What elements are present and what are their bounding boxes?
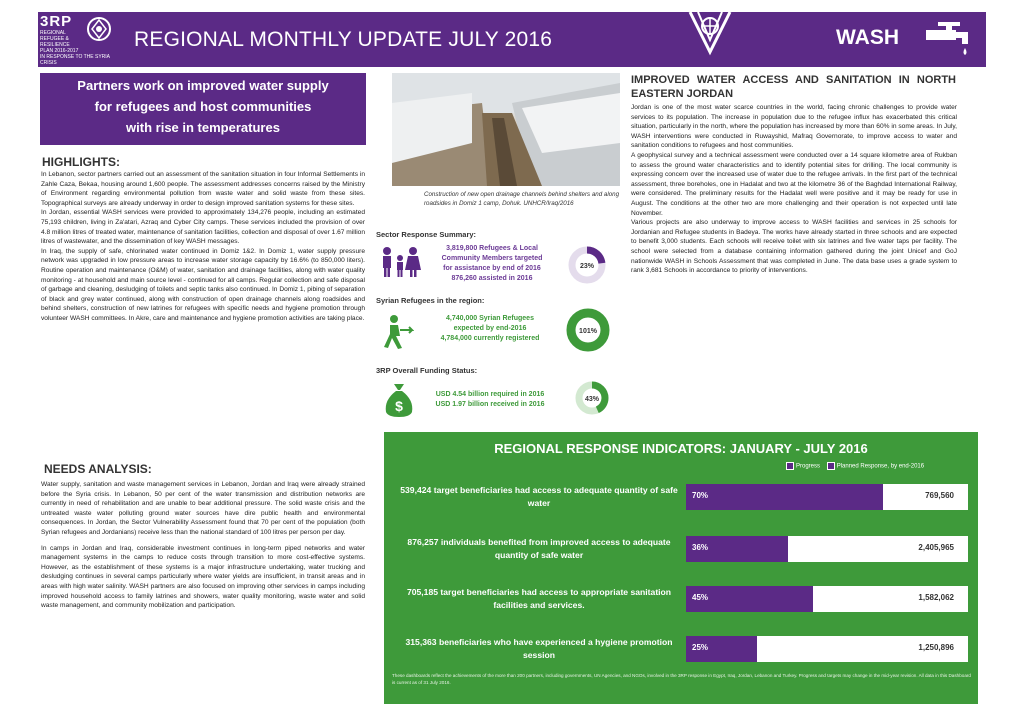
sector-donut-label: 23% — [579, 263, 595, 270]
indicator-label: 876,257 individuals benefited from improved access to adequate quantity of safe water — [407, 537, 671, 560]
indicator-percent: 36% — [692, 543, 709, 552]
indicator-percent: 70% — [692, 491, 709, 500]
article-paragraph: Various projects are also underway to improve access to WASH facilities and services in 25 schools for Jordanian and Refugee students in Badeya. The works have already started in three schools and are expected to benefit 3,000 students. Each schools will receive toilet with six latrines and five water taps per facility. The school were selected from a database containing information gathered during the joint Unicef and GoJ nationwide WASH in Schools Assessment that was completed in June. The data base uses a grade system to rank 3,681 Schools in accordance to priority of interventions. — [631, 219, 957, 275]
indicators-footnote: These dashboards reflect the achievements of the more than 200 partners, including governments, UN Agencies, and NGOs, involved in the 3RP response in Egypt, Iraq, Jordan, Lebanon and Turkey. Progress and targets may change in the mid-year revision. All data in this Dashboard is current as of 31 July 2016. — [392, 673, 971, 685]
indicator-bar — [686, 536, 968, 562]
callout-line: for refugees and host communities — [94, 99, 312, 114]
indicator-bar — [686, 586, 968, 612]
sector-summary-stats — [426, 244, 558, 284]
needs-paragraph: Water supply, sanitation and waste management services in Lebanon, Jordan and Iraq were already strained before the Syria crisis. In Lebanon, 50 per cent of the water transmission and distribution networks are currently in need of rehabilitation and are unable to bear additional pressure. The solid waste crisis and the untreated waste water polluting ground water sources have dire public health and environmental consequences. In Jordan, the Sector Vulnerability Assessment found that 70 per cent of the population (both Syrian refugees and Jordanians) receive less than the national standard of 100 litres per person per day. — [41, 481, 365, 536]
needs-paragraph: In camps in Jordan and Iraq, considerable investment continues in long-term piped networks and water management systems in the camps to reduce costs through transition to more cost-effective systems. However, as the establishment of these systems is a major infrastructure undertaking, water trucking and desludging continues in several camps particularly where water yields are insufficient, in transit areas and in areas with high water salinity. WASH partners are also focused on improving other services in camps including improved household access to family latrines and showers, water quality monitoring, waste water and solid waste management, and community mobilization and participation. — [41, 544, 365, 610]
photo-caption: Construction of new open drainage channels behind shelters and along roadsides in Domiz 1 camp, Dohuk. UNHCR/Iraq/2016 — [424, 191, 620, 207]
stat-line: for assistance by end of 2016 — [443, 265, 541, 272]
syrian-refugees-label: Syrian Refugees in the region: — [376, 296, 485, 305]
funding-status-label: 3RP Overall Funding Status: — [376, 366, 478, 375]
highlights-heading: HIGHLIGHTS: — [42, 155, 120, 169]
indicator-target: 769,560 — [925, 491, 954, 500]
sector-label: WASH — [836, 26, 899, 49]
funding-donut — [574, 380, 610, 416]
refugees-donut — [566, 308, 610, 352]
legend-progress-label: Progress — [796, 463, 821, 470]
indicator-target: 1,582,062 — [918, 593, 954, 602]
geometric-emblem-icon — [676, 12, 744, 62]
indicators-title: REGIONAL RESPONSE INDICATORS: JANUARY - JULY 2016 — [494, 441, 868, 456]
3rp-emblem-icon — [86, 16, 112, 42]
logo-line: REFUGEE & — [40, 36, 69, 42]
indicator-percent: 45% — [692, 593, 709, 602]
funding-stats — [420, 390, 560, 410]
headline-callout — [40, 73, 366, 145]
indicators-legend — [786, 462, 924, 470]
highlights-paragraph: In Lebanon, sector partners carried out an assessment of the sanitation situation in four Informal Settlements in Zahle Caza, Bekaa, housing around 1,600 people. The assessment addresses concerns raised by the Ministry of Environment regarding environmental pollution from waste water and solid waste from these sites. Topographical surveys are already underway in order to design improved sanitation systems for these sites. — [41, 171, 366, 207]
callout-line: with rise in temperatures — [126, 120, 280, 135]
article-paragraph: Jordan is one of the most water scarce countries in the world, facing chronic challenges to provide water services to its population. The increase in population due to the refugee influx has exacerbated this critical situation, particularly in the north, where the population has increased by more than 60% in some areas. In July, WASH interventions were conducted in Ruwayshid, Mafraq Governorate, to improve access to water and sanitation conditions to refugees and host communities. — [631, 104, 957, 150]
stat-line: USD 4.54 billion required in 2016 — [435, 391, 545, 398]
water-tap-icon — [924, 20, 976, 62]
indicator-label: 315,363 beneficiaries who have experienced a hygiene promotion session — [405, 637, 673, 660]
logo-line: REGIONAL — [40, 30, 66, 36]
indicators-panel — [384, 432, 978, 704]
indicator-bar — [686, 484, 968, 510]
logo-text: 3RP — [40, 13, 73, 30]
legend-planned-label: Planned Response, by end-2016 — [836, 463, 925, 470]
article-title: IMPROVED WATER ACCESS AND SANITATION IN NORTH EASTERN JORDAN — [631, 74, 956, 100]
indicator-percent: 25% — [692, 643, 709, 652]
stat-line: 4,740,000 Syrian Refugees — [446, 315, 534, 322]
stat-line: 3,819,800 Refugees & Local — [446, 245, 538, 252]
syrian-refugees-stats — [420, 314, 560, 344]
svg-text:$: $ — [395, 398, 403, 414]
sector-donut — [568, 246, 606, 284]
indicator-bar-fill — [686, 484, 883, 510]
stat-line: Community Members targeted — [441, 255, 543, 262]
funding-donut-label: 43% — [584, 396, 600, 403]
indicator-label: 705,185 target beneficiaries had access to appropriate sanitation facilities and services. — [406, 587, 672, 610]
indicator-bar — [686, 636, 968, 662]
page-title: REGIONAL MONTHLY UPDATE JULY 2016 — [134, 28, 553, 51]
stat-line: expected by end-2016 — [453, 325, 527, 332]
money-bag-icon — [382, 382, 416, 418]
legend-progress-swatch — [786, 462, 794, 470]
logo-line: IN RESPONSE TO THE SYRIA CRISIS — [40, 54, 110, 66]
legend-planned-swatch — [827, 462, 835, 470]
logo-line: RESILIENCE — [40, 42, 70, 48]
family-icon — [378, 246, 422, 278]
photo-scene — [392, 73, 620, 186]
camp-photo — [392, 73, 620, 186]
needs-heading: NEEDS ANALYSIS: — [44, 462, 152, 476]
needs-body — [41, 480, 365, 611]
logo-line: PLAN 2016-2017 — [40, 48, 79, 54]
walking-refugee-icon — [382, 314, 414, 350]
highlights-paragraph: In Jordan, essential WASH services were provided to approximately 134,276 people, including an estimated 75,193 children, living in Za'atari, Azraq and Cyber City camps. These services included the provision of over 4.8 million litres of treated water, maintenance of sanitation facilities, collection and disposal of over 1.67 million litres of wastewater, and the dissemination of key WASH messages. — [41, 209, 365, 246]
indicator-label: 539,424 target beneficiaries had access to adequate quantity of safe water — [400, 485, 678, 508]
stat-line: 876,260 assisted in 2016 — [451, 275, 533, 282]
highlights-paragraph: In Iraq, the supply of safe, chlorinated water continued in Domiz 1&2. In Domiz 1, water supply pressure network was upgraded in low pressure areas to increase water storage capacity by 16.6% (to 850,000 liters). Routine operation and maintenance (O&M) of water, sanitation and drainage facilities, along with water quality monitoring - at household and main source level - continued for all camps. Regular collection and safe disposal of garbage and cleaning, desludging of toilets and septic tanks also continued. In Domiz 1, pibing of separation of black and grey water continued, along with construction of open drainage channels along roadsides and behind shelters, construction of new latrines for refugees with specific needs and hygiene promotion through volunteer WASH committees. In Akre, care and maintenance and hygiene promotion activities are taking place. — [41, 247, 365, 322]
sector-summary-label: Sector Response Summary: — [376, 230, 477, 239]
highlights-body — [41, 170, 365, 324]
callout-line: Partners work on improved water supply — [77, 78, 329, 93]
indicator-target: 1,250,896 — [918, 643, 954, 652]
indicator-target: 2,405,965 — [918, 543, 954, 552]
stat-line: 4,784,000 currently registered — [440, 335, 540, 342]
refugees-donut-label: 101% — [579, 328, 597, 335]
article-body — [631, 103, 957, 276]
3rp-logo — [40, 14, 126, 64]
stat-line: USD 1.97 billion received in 2016 — [435, 401, 545, 408]
article-paragraph: A geophysical survey and a technical assessment were conducted over a 14 square kilometre area of Rukban to assess the ground water characteristics and to identify potential sites for drilling. The local community is expressing concern over the increased use of water due to the refugee arrivals. In the first part of the technical assessment, three boreholes, one in Hadalat and two at the kilometre 36 of the Baghdad International Railway, were considered. The preliminary results for the Hadalat well were positive and it may be ready for use in August. The conditions at the other two are more challenging and their operation is not expected until late November. — [631, 151, 957, 217]
